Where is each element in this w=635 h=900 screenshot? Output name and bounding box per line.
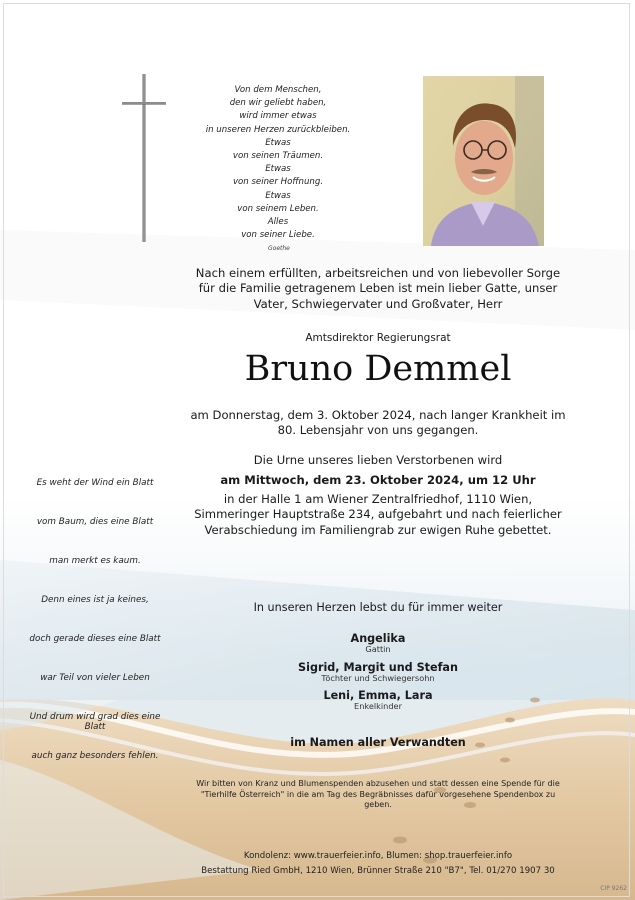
side-poem-line: Denn eines ist ja keines, bbox=[41, 595, 149, 605]
mourner-name: Angelika bbox=[350, 632, 406, 645]
poem-line: Von dem Menschen, bbox=[234, 85, 322, 95]
side-poem-line: vom Baum, dies eine Blatt bbox=[36, 517, 154, 527]
poem-line: von seiner Hoffnung. bbox=[232, 177, 324, 188]
mourner-group bbox=[190, 689, 566, 711]
poem-line: Etwas bbox=[265, 164, 291, 175]
poem-line: wird immer etwas bbox=[239, 111, 317, 122]
death-notice: am Donnerstag, dem 3. Oktober 2024, nach langer Krankheit im 80. Lebensjahr von uns gegangen. bbox=[190, 408, 566, 438]
poem-line: von seinem Leben. bbox=[237, 203, 319, 214]
mourner-name: Leni, Emma, Lara bbox=[323, 689, 433, 702]
side-poem-line: auch ganz besonders fehlen. bbox=[31, 751, 159, 761]
intro-text: Nach einem erfüllten, arbeitsreichen und von liebevoller Sorge für die Familie getragenem Leben ist mein lieber Gatte, unser Vater, Schwiegervater und Großvater, Herr bbox=[195, 266, 561, 311]
poem-top bbox=[188, 84, 368, 242]
portrait-photo bbox=[423, 76, 544, 246]
poem-author: Goethe bbox=[268, 245, 290, 252]
memory-line: In unseren Herzen lebst du für immer weiter bbox=[253, 601, 503, 614]
footer-funeral-home: Bestattung Ried GmbH, 1210 Wien, Brünner Straße 210 "B7", Tel. 01/270 1907 30 bbox=[201, 866, 555, 876]
poem-line: Etwas bbox=[265, 190, 291, 201]
poem-line: von seinen Träumen. bbox=[232, 151, 324, 162]
ceremony-details: in der Halle 1 am Wiener Zentralfriedhof, 1110 Wien, Simmeringer Hauptstraße 234, aufgebahrt und nach feierlicher Verabschiedung im Familiengrab zur ewigen Ruhe gebettet. bbox=[194, 492, 562, 537]
mourner-group bbox=[190, 632, 566, 654]
mourner-group bbox=[190, 661, 566, 683]
side-poem-line: war Teil von vieler Leben bbox=[40, 673, 150, 683]
side-poem-line: Es weht der Wind ein Blatt bbox=[36, 478, 154, 488]
donation-note: Wir bitten von Kranz und Blumenspenden abzusehen und statt dessen eine Spende für die "Tierhilfe Österreich" in die am Tag des Begräbnisses dafür vorgesehene Spendenbox zu geben. bbox=[196, 779, 560, 809]
side-poem-line: doch gerade dieses eine Blatt bbox=[29, 634, 161, 644]
side-poem-line: man merkt es kaum. bbox=[49, 556, 141, 566]
mourner-role: Gattin bbox=[365, 644, 391, 654]
poem-line: in unseren Herzen zurückbleiben. bbox=[205, 124, 351, 135]
document-code: CIP 9262 bbox=[600, 885, 627, 892]
poem-line: Alles bbox=[267, 217, 289, 228]
relatives-line: im Namen aller Verwandten bbox=[290, 736, 466, 749]
mourner-role: Töchter und Schwiegersohn bbox=[321, 673, 435, 683]
mourner-role: Enkelkinder bbox=[354, 701, 402, 711]
mourner-name: Sigrid, Margit und Stefan bbox=[298, 661, 458, 674]
ceremony-date: am Mittwoch, dem 23. Oktober 2024, um 12 Uhr bbox=[220, 473, 536, 487]
deceased-name: Bruno Demmel bbox=[244, 349, 512, 389]
deceased-title: Amtsdirektor Regierungsrat bbox=[305, 332, 451, 344]
poem-line: Etwas bbox=[265, 137, 291, 148]
cross-icon bbox=[120, 74, 168, 242]
urn-intro: Die Urne unseres lieben Verstorbenen wird bbox=[253, 453, 503, 467]
poem-line: von seiner Liebe. bbox=[241, 230, 315, 241]
footer-condolence: Kondolenz: www.trauerfeier.info, Blumen: shop.trauerfeier.info bbox=[243, 851, 513, 861]
side-poem-line: Und drum wird grad dies eine Blatt bbox=[29, 712, 161, 732]
poem-line: den wir geliebt haben, bbox=[229, 98, 327, 109]
